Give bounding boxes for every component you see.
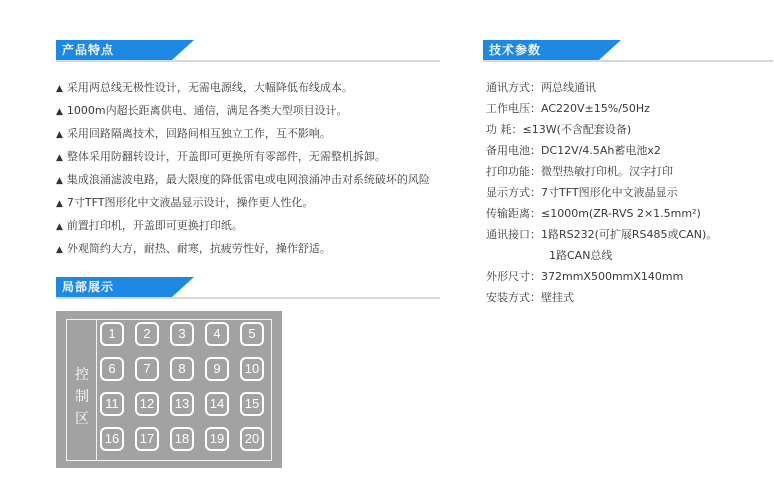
panel-key: 8: [170, 357, 194, 381]
feature-text: 外观简约大方，耐热、耐寒，抗疲劳性好，操作舒适。: [66, 242, 331, 255]
panel-key: 11: [100, 392, 124, 416]
feature-item: [56, 146, 430, 169]
feature-text: 集成浪涌滤波电路，最大限度的降低雷电或电网浪涌冲击对系统破坏的风险: [66, 173, 430, 186]
spec-row: 工作电压：AC220V±15%/50Hz: [486, 102, 650, 115]
control-area-char: 区: [75, 411, 89, 427]
panel-key: 2: [135, 322, 159, 346]
panel-key: 4: [205, 322, 229, 346]
feature-text: 整体采用防翻转设计，开盖即可更换所有零部件，无需整机拆卸。: [66, 150, 386, 163]
triangle-bullet-icon: ▲: [56, 153, 63, 163]
panel-key: 9: [205, 357, 229, 381]
spec-row: 显示方式：7寸TFT图形化中文液晶显示: [486, 186, 678, 199]
triangle-bullet-icon: ▲: [56, 130, 63, 140]
specs-list: [486, 77, 717, 308]
features-section-header: [56, 40, 440, 62]
panel-key: 14: [205, 392, 229, 416]
header-rule: [483, 60, 773, 62]
feature-text: 前置打印机，开盖即可更换打印纸。: [66, 219, 243, 232]
spec-row: 备用电池：DC12V/4.5Ah蓄电池x2: [486, 144, 661, 157]
display-section-header: [56, 277, 440, 299]
spec-row: 1路CAN总线: [549, 249, 613, 262]
panel-key: 1: [100, 322, 124, 346]
features-list: [56, 77, 430, 261]
header-rule: [56, 297, 440, 299]
spec-row: 外形尺寸：372mmX500mmX140mm: [486, 270, 684, 283]
spec-row: 打印功能：微型热敏打印机。汉字打印: [486, 165, 673, 178]
triangle-bullet-icon: ▲: [56, 199, 63, 209]
panel-key: 20: [240, 427, 264, 451]
feature-text: 1000m内超长距离供电、通信，满足各类大型项目设计。: [66, 104, 348, 117]
control-area-char: 制: [75, 389, 89, 405]
panel-key: 5: [240, 322, 264, 346]
panel-divider: [96, 320, 97, 460]
spec-row: 通讯方式：两总线通讯: [486, 81, 596, 94]
panel-key: 15: [240, 392, 264, 416]
specs-title: 技术参数: [483, 40, 599, 60]
specs-section-header: [483, 40, 773, 62]
triangle-bullet-icon: ▲: [56, 245, 63, 255]
spec-row: 安装方式：壁挂式: [486, 291, 574, 304]
spec-row: 传输距离：≤1000m(ZR-RVS 2×1.5mm²): [486, 207, 701, 220]
spec-row: 功 耗：≤13W(不含配套设备): [486, 123, 632, 136]
panel-key: 7: [135, 357, 159, 381]
panel-key: 13: [170, 392, 194, 416]
panel-key: 6: [100, 357, 124, 381]
control-area-char: 控: [75, 367, 89, 383]
triangle-bullet-icon: ▲: [56, 84, 63, 94]
triangle-bullet-icon: ▲: [56, 176, 63, 186]
feature-item: [56, 238, 430, 261]
feature-item: [56, 123, 430, 146]
panel-key: 17: [135, 427, 159, 451]
panel-key: 10: [240, 357, 264, 381]
feature-text: 采用两总线无极性设计，无需电源线，大幅降低布线成本。: [66, 81, 353, 94]
display-title: 局部展示: [56, 277, 172, 297]
feature-item: [56, 169, 430, 192]
feature-item: [56, 215, 430, 238]
triangle-bullet-icon: ▲: [56, 222, 63, 232]
control-area-label: [73, 364, 91, 430]
panel-key: 18: [170, 427, 194, 451]
panel-key: 19: [205, 427, 229, 451]
feature-item: [56, 192, 430, 215]
panel-key: 16: [100, 427, 124, 451]
spec-row: 通讯接口：1路RS232(可扩展RS485或CAN)。: [486, 228, 718, 241]
panel-key: 12: [135, 392, 159, 416]
header-rule: [56, 60, 440, 62]
panel-key: 3: [170, 322, 194, 346]
triangle-bullet-icon: ▲: [56, 107, 63, 117]
feature-text: 7寸TFT图形化中文液晶显示设计，操作更人性化。: [66, 196, 314, 209]
feature-item: [56, 100, 430, 123]
features-title: 产品特点: [56, 40, 172, 60]
feature-item: [56, 77, 430, 100]
feature-text: 采用回路隔离技术，回路间相互独立工作，互不影响。: [66, 127, 331, 140]
control-panel-image: [56, 311, 282, 468]
